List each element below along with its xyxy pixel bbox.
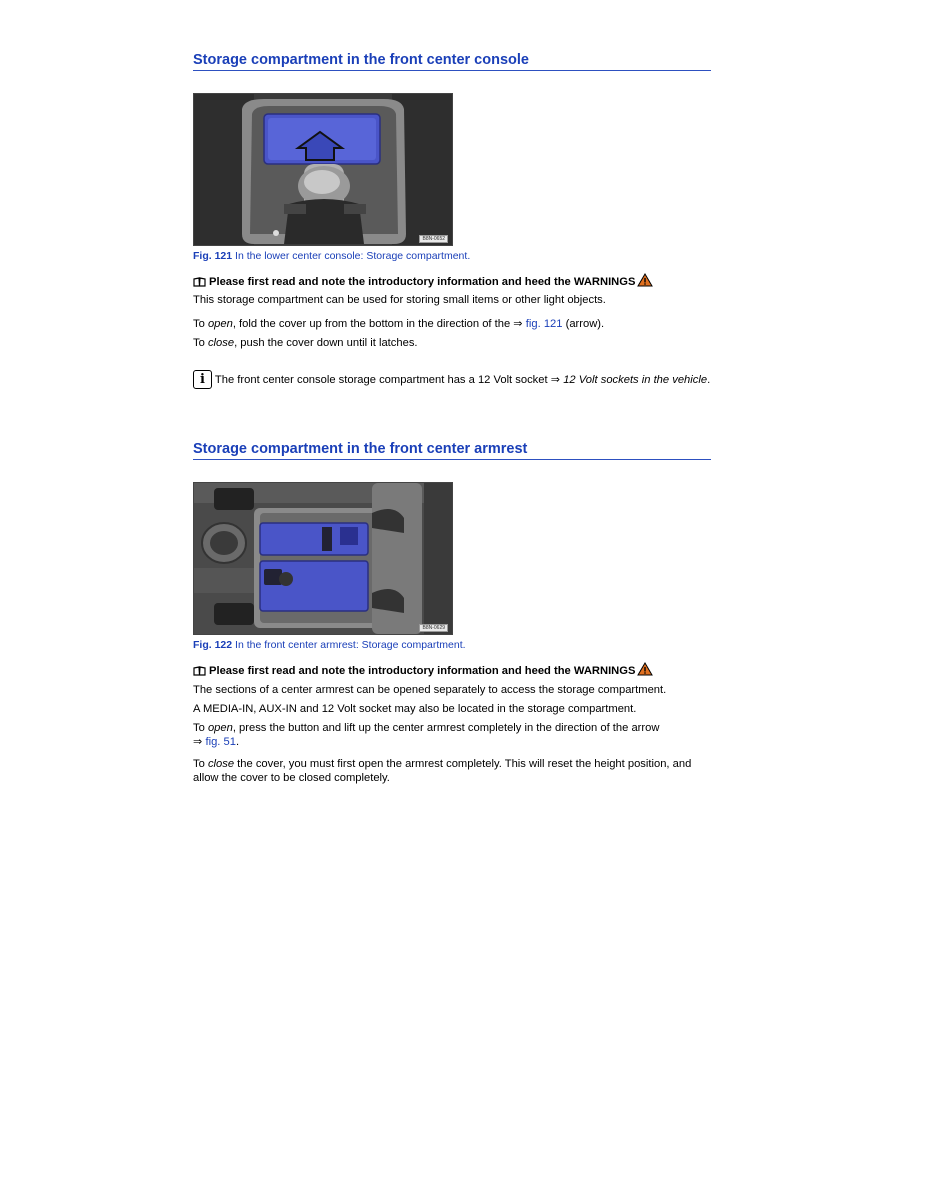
note-heading-text: Please first read and note the introductory information and heed the WARNINGS (209, 664, 636, 677)
text-run: . (707, 374, 711, 386)
info-icon: i (193, 370, 212, 389)
paragraph: This storage compartment can be used for storing small items or other light objects. (193, 294, 606, 306)
arrow-glyph: ⇒ (513, 318, 523, 330)
section-title-console: Storage compartment in the front center console (193, 52, 711, 71)
info-note (193, 370, 711, 389)
note-heading (193, 662, 653, 679)
text-run: (arrow). (562, 318, 605, 330)
figure-caption-122 (193, 639, 466, 651)
paragraph: The sections of a center armrest can be opened separately to access the storage compartment. (193, 684, 667, 696)
figure-121 (193, 93, 453, 246)
fig-51-link[interactable]: fig. 51 (205, 736, 236, 748)
paragraph-open (193, 721, 711, 749)
emphasis: close (207, 758, 235, 770)
text-run: To (193, 758, 208, 770)
paragraph-close (193, 757, 711, 785)
emphasis: open (207, 722, 233, 734)
text-run: To (193, 318, 208, 330)
fig-121-link[interactable]: fig. 121 (525, 318, 563, 330)
text-run: , press the button and lift up the center armrest completely in the direction of the arrow (232, 722, 660, 734)
emphasis: open (207, 318, 233, 330)
caption-text: In the front center armrest: Storage compartment. (235, 639, 466, 651)
caption-fig-number: Fig. 121 (193, 250, 233, 262)
emphasis: close (207, 337, 235, 349)
figure-caption-121 (193, 250, 470, 262)
text-run: To (193, 337, 208, 349)
caption-fig-number: Fig. 122 (193, 639, 233, 651)
info-link[interactable]: 12 Volt sockets in the vehicle (560, 374, 708, 386)
text-run: , push the cover down until it latches. (234, 337, 418, 349)
arrow-glyph: ⇒ (193, 736, 203, 748)
arrow-glyph: ⇒ (550, 374, 561, 386)
figure-122 (193, 482, 453, 635)
text-run: To (193, 722, 208, 734)
book-icon (193, 666, 206, 676)
note-heading-text: Please first read and note the introductory information and heed the WARNINGS (209, 275, 636, 288)
book-icon (193, 277, 206, 287)
caption-text: In the lower center console: Storage compartment. (235, 250, 471, 262)
text-run: , fold the cover up from the bottom in the direction of the (232, 318, 514, 330)
text-run: . (235, 736, 240, 748)
paragraph-open (193, 317, 711, 331)
warning-icon (637, 273, 653, 290)
text-run: the cover, you must first open the armrest completely. This will reset the height position, and allow the cover to be closed completely. (193, 758, 692, 784)
paragraph-close (193, 336, 711, 350)
note-heading (193, 273, 653, 290)
info-text: The front center console storage compartment has a 12 Volt socket (212, 374, 551, 386)
figure-code: B8N-0629 (419, 624, 448, 632)
section-title-armrest: Storage compartment in the front center armrest (193, 441, 711, 460)
paragraph: A MEDIA-IN, AUX-IN and 12 Volt socket may also be located in the storage compartment. (193, 703, 637, 715)
figure-code: B8N-0652 (419, 235, 448, 243)
warning-icon (637, 662, 653, 679)
